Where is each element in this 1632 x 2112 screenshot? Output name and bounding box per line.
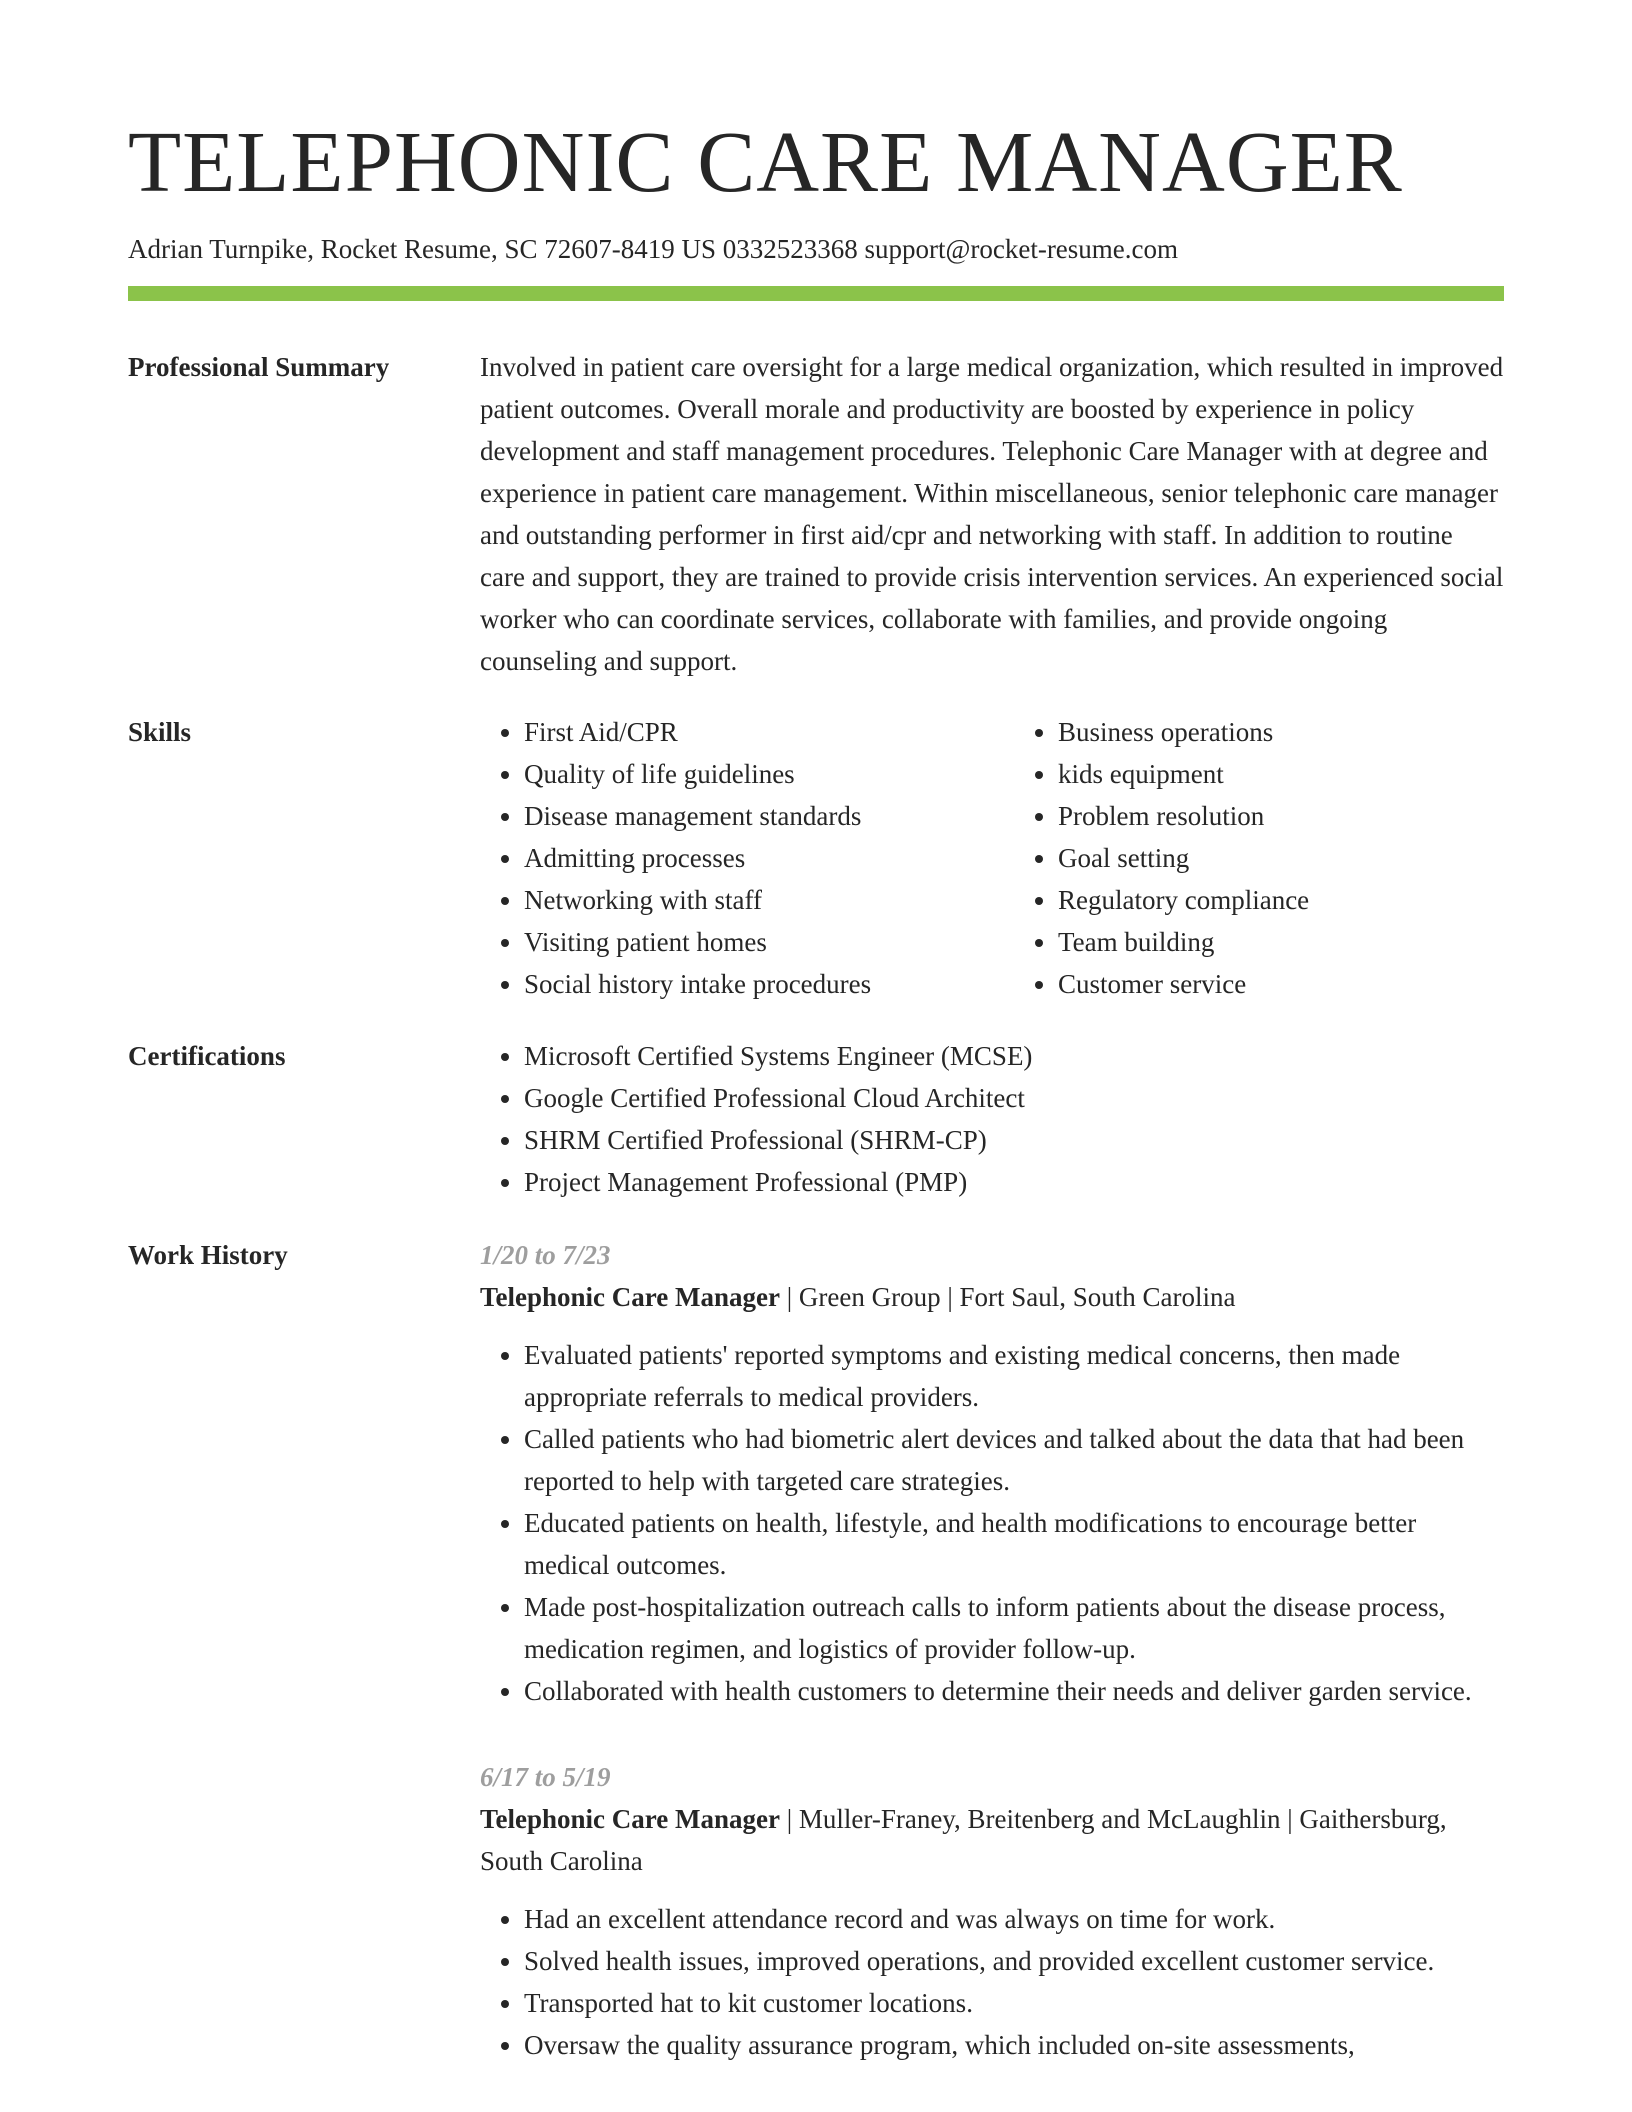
job-duty: • Solved health issues, improved operations, and provided excellent customer service. bbox=[524, 1940, 1504, 1982]
job-employer-location: | Muller-Franey, Breitenberg and McLaughlin | Gaithersburg, South Carolina bbox=[480, 1804, 1447, 1876]
job-title: Telephonic Care Manager bbox=[480, 1804, 780, 1834]
skill-item: • First Aid/CPR bbox=[524, 711, 970, 753]
skill-item: • Social history intake procedures bbox=[524, 963, 970, 1005]
skill-item: • Admitting processes bbox=[524, 837, 970, 879]
skill-item: • Disease management standards bbox=[524, 795, 970, 837]
contact-line: Adrian Turnpike, Rocket Resume, SC 72607-8419 US 0332523368 support@rocket-resume.com bbox=[128, 234, 1179, 264]
skill-item: • Team building bbox=[1058, 921, 1504, 963]
section-label-work-history: Work History bbox=[128, 1240, 288, 1270]
job-heading bbox=[480, 1798, 1504, 1882]
summary-text: Involved in patient care oversight for a large medical organization, which resulted in improved patient outcomes. Overall morale and productivity are boosted by experience in policy development and staff management procedures. Telephonic Care Manager with at degree and experience in patient care management. Within miscellaneous, senior telephonic care manager and outstanding performer in first aid/cpr and networking with staff. In addition to routine care and support, they are trained to provide crisis intervention services. An experienced social worker who can coordinate services, collaborate with families, and provide ongoing counseling and support. bbox=[480, 352, 1504, 676]
certifications-list bbox=[480, 1035, 1504, 1203]
job-dates: 6/17 to 5/19 bbox=[480, 1762, 611, 1792]
skill-item: • Customer service bbox=[1058, 963, 1504, 1005]
job-duty: • Called patients who had biometric alert devices and talked about the data that had been reported to help with targeted care strategies. bbox=[524, 1418, 1504, 1502]
job-employer-location: | Green Group | Fort Saul, South Carolina bbox=[779, 1282, 1236, 1312]
job-duty: • Transported hat to kit customer locations. bbox=[524, 1982, 1504, 2024]
skill-item: • Goal setting bbox=[1058, 837, 1504, 879]
job-dates: 1/20 to 7/23 bbox=[480, 1240, 611, 1270]
certification-item: • SHRM Certified Professional (SHRM-CP) bbox=[524, 1119, 1504, 1161]
certifications-body bbox=[480, 1035, 1504, 1203]
job-title: Telephonic Care Manager bbox=[480, 1282, 780, 1312]
resume-title: TELEPHONIC CARE MANAGER bbox=[128, 113, 1403, 210]
skill-item: • Problem resolution bbox=[1058, 795, 1504, 837]
section-label-summary: Professional Summary bbox=[128, 352, 390, 382]
job-duty: • Oversaw the quality assurance program, which included on-site assessments, bbox=[524, 2024, 1504, 2066]
job-duty: • Evaluated patients' reported symptoms and existing medical concerns, then made appropriate referrals to medical providers. bbox=[524, 1334, 1504, 1418]
job-entry bbox=[480, 1234, 1504, 1712]
job-duties-list bbox=[480, 1898, 1504, 2066]
skill-item: • Business operations bbox=[1058, 711, 1504, 753]
job-duty: • Collaborated with health customers to determine their needs and deliver garden service. bbox=[524, 1670, 1504, 1712]
summary-body bbox=[480, 346, 1504, 682]
section-label-skills: Skills bbox=[128, 717, 192, 747]
skills-body bbox=[480, 711, 1504, 1005]
skill-item: • Quality of life guidelines bbox=[524, 753, 970, 795]
header-divider bbox=[128, 286, 1504, 301]
skills-list-left bbox=[480, 711, 970, 1005]
job-heading bbox=[480, 1276, 1504, 1318]
certification-item: • Google Certified Professional Cloud Architect bbox=[524, 1077, 1504, 1119]
section-label-certifications: Certifications bbox=[128, 1041, 286, 1071]
skills-columns bbox=[480, 711, 1504, 1005]
job-entry bbox=[480, 1756, 1504, 2066]
skill-item: • Regulatory compliance bbox=[1058, 879, 1504, 921]
job-duty: • Had an excellent attendance record and was always on time for work. bbox=[524, 1898, 1504, 1940]
skill-item: • kids equipment bbox=[1058, 753, 1504, 795]
job-duties-list bbox=[480, 1334, 1504, 1712]
job-duty: • Made post-hospitalization outreach calls to inform patients about the disease process, medication regimen, and logistics of provider follow-up. bbox=[524, 1586, 1504, 1670]
certification-item: • Project Management Professional (PMP) bbox=[524, 1161, 1504, 1203]
work-history-body bbox=[480, 1234, 1504, 2110]
skill-item: • Networking with staff bbox=[524, 879, 970, 921]
skills-list-right bbox=[1014, 711, 1504, 1005]
skill-item: • Visiting patient homes bbox=[524, 921, 970, 963]
certification-item: • Microsoft Certified Systems Engineer (MCSE) bbox=[524, 1035, 1504, 1077]
job-duty: • Educated patients on health, lifestyle, and health modifications to encourage better medical outcomes. bbox=[524, 1502, 1504, 1586]
